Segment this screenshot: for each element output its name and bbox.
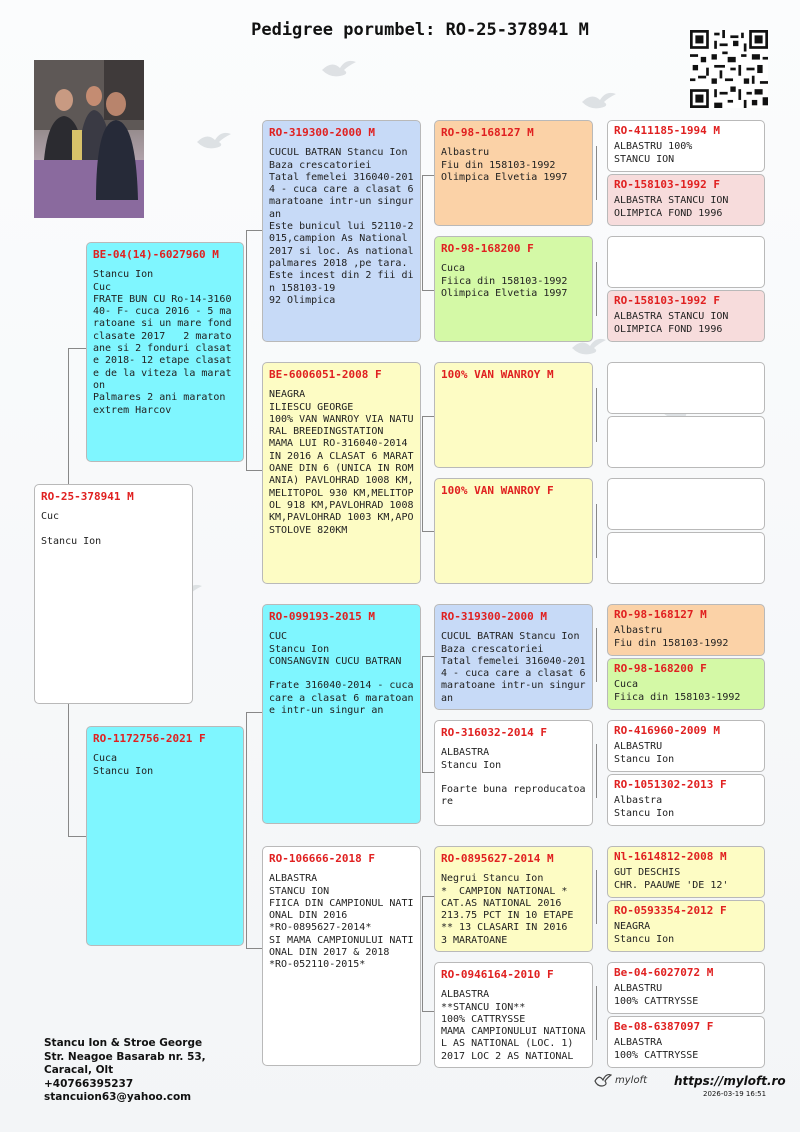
pigeon-details: Albastru Fiu din 158103-1992 Olimpica Elvetia 1997: [441, 147, 568, 183]
breeder-street: Str. Neagoe Basarab nr. 53,: [44, 1050, 206, 1063]
ring-number: RO-106666-2018 F: [269, 852, 375, 865]
pigeon-details: Cuca Fiica din 158103-1992: [614, 679, 741, 703]
connector-line: [246, 948, 262, 949]
dove-watermark-icon: [320, 56, 358, 80]
ring-number: RO-319300-2000 M: [269, 126, 375, 139]
ring-number: Be-08-6387097 F: [614, 1020, 714, 1033]
connector-line: [422, 1011, 434, 1012]
myloft-logo: [594, 1072, 647, 1088]
connector-line: [68, 348, 86, 349]
pigeon-card-gen5-8[interactable]: [607, 532, 765, 584]
connector-line: [596, 628, 597, 682]
pigeon-details: ALBASTRA STANCU ION OLIMPICA FOND 1996: [614, 195, 729, 219]
breeder-phone: +40766395237: [44, 1077, 134, 1090]
pigeon-details: ALBASTRA 100% CATTRYSSE: [614, 1037, 699, 1061]
pigeon-card-gen5-3[interactable]: [607, 236, 765, 288]
pigeon-details: Negrui Stancu Ion * CAMPION NATIONAL * CAT.AS NATIONAL 2016 213.75 PCT IN 10 ETAPE ** 13 CLASARI IN 2016 3 MARATOANE: [441, 873, 574, 946]
pigeon-card-gen5-5[interactable]: [607, 362, 765, 414]
pigeon-card-gen4-5[interactable]: [434, 604, 593, 710]
pigeon-card-sire[interactable]: [86, 242, 244, 462]
connector-line: [596, 146, 597, 200]
connector-line: [596, 504, 597, 558]
ring-number: RO-0593354-2012 F: [614, 904, 727, 917]
pigeon-card-gen5-14[interactable]: [607, 900, 765, 952]
pigeon-details: CUC Stancu Ion CONSANGVIN CUCU BATRAN Frate 316040-2014 - cuca care a clasat 6 maratoane intr-un singur an: [269, 631, 414, 717]
connector-line: [596, 388, 597, 442]
ring-number: Nl-1614812-2008 M: [614, 850, 727, 863]
pigeon-card-gen5-4[interactable]: [607, 290, 765, 342]
pigeon-card-gen5-7[interactable]: [607, 478, 765, 530]
pigeon-card-dam[interactable]: [86, 726, 244, 946]
pigeon-details: ALBASTRA **STANCU ION** 100% CATTRYSSE MAMA CAMPIONULUI NATIONAL AS NATIONAL (LOC. 1) 2017 LOC 2 AS NATIONAL: [441, 989, 586, 1062]
connector-line: [422, 656, 423, 772]
pigeon-details: Stancu Ion Cuc FRATE BUN CU Ro-14-316040- F- cuca 2016 - 5 maratoane si un mare fond clasate 2017 2 maratoane si 2 fonduri clasate 2018- 12 etape clasate de la viteza la maraton Palmares 2 ani maraton extrem Harcov: [93, 269, 232, 416]
connector-line: [596, 870, 597, 924]
ring-number: RO-98-168200 F: [614, 662, 707, 675]
pigeon-logo-icon: [594, 1072, 612, 1088]
pigeon-details: Cuc Stancu Ion: [41, 511, 102, 547]
pigeon-card-gen4-3[interactable]: [434, 362, 593, 468]
pigeon-details: CUCUL BATRAN Stancu Ion Baza crescatoriei Tatal femelei 316040-2014 - cuca care a clasat 6 maratoane intr-un singur an Este bunicul lui 52110-2015,campion As National 2017 si loc. As national palmares 2018 ,pe tara. Este incest din 2 fii din 158103-19 92 Olimpica: [269, 147, 414, 306]
connector-line: [246, 470, 262, 471]
pigeon-card-gen4-8[interactable]: [434, 962, 593, 1068]
pigeon-card-sire-dam[interactable]: [262, 362, 421, 584]
pigeon-details: Cuca Fiica din 158103-1992 Olimpica Elvetia 1997: [441, 263, 568, 299]
ring-number: RO-0946164-2010 F: [441, 968, 554, 981]
pigeon-card-gen4-2[interactable]: [434, 236, 593, 342]
website-link[interactable]: https://myloft.ro: [674, 1074, 786, 1088]
ring-number: Be-04-6027072 M: [614, 966, 714, 979]
connector-line: [422, 175, 434, 176]
breeder-email[interactable]: stancuion63@yahoo.com: [44, 1091, 192, 1103]
pigeon-card-sire-sire[interactable]: [262, 120, 421, 342]
breeder-contact: [44, 1037, 206, 1105]
ring-number: RO-158103-1992 F: [614, 294, 720, 307]
pigeon-card-gen5-12[interactable]: [607, 774, 765, 826]
ring-number: RO-416960-2009 M: [614, 724, 720, 737]
ring-number: RO-099193-2015 M: [269, 610, 375, 623]
pigeon-card-gen4-7[interactable]: [434, 846, 593, 952]
pigeon-card-gen5-16[interactable]: [607, 1016, 765, 1068]
ring-number: RO-1051302-2013 F: [614, 778, 727, 791]
page-title: Pedigree porumbel: RO-25-378941 M: [251, 20, 589, 40]
ring-number: RO-25-378941 M: [41, 490, 134, 503]
connector-line: [246, 712, 247, 948]
ring-number: RO-316032-2014 F: [441, 726, 547, 739]
pigeon-owner-photo: [34, 60, 144, 218]
pigeon-card-dam-dam[interactable]: [262, 846, 421, 1066]
connector-line: [422, 656, 434, 657]
pigeon-details: ALBASTRA Stancu Ion Foarte buna reproducatoare: [441, 747, 586, 808]
ring-number: RO-411185-1994 M: [614, 124, 720, 137]
pigeon-card-subject[interactable]: [34, 484, 193, 704]
dove-watermark-icon: [195, 128, 233, 152]
pigeon-details: ALBASTRU 100% STANCU ION: [614, 141, 693, 165]
connector-line: [246, 230, 262, 231]
ring-number: RO-319300-2000 M: [441, 610, 547, 623]
connector-line: [246, 712, 262, 713]
dove-watermark-icon: [580, 88, 618, 112]
connector-line: [596, 262, 597, 316]
print-timestamp: 2026-03-19 16:51: [703, 1090, 767, 1098]
ring-number: RO-158103-1992 F: [614, 178, 720, 191]
ring-number: RO-98-168200 F: [441, 242, 534, 255]
pigeon-details: ALBASTRU 100% CATTRYSSE: [614, 983, 699, 1007]
pigeon-card-gen5-13[interactable]: [607, 846, 765, 898]
connector-line: [422, 290, 434, 291]
pigeon-card-gen5-2[interactable]: [607, 174, 765, 226]
connector-line: [596, 744, 597, 798]
connector-line: [422, 896, 434, 897]
ring-number: BE-6006051-2008 F: [269, 368, 382, 381]
pigeon-card-gen5-6[interactable]: [607, 416, 765, 468]
pigeon-card-gen5-9[interactable]: [607, 604, 765, 656]
connector-line: [68, 348, 69, 484]
ring-number: RO-98-168127 M: [614, 608, 707, 621]
ring-number: RO-1172756-2021 F: [93, 732, 206, 745]
ring-number: 100% VAN WANROY F: [441, 484, 554, 497]
pigeon-card-dam-sire[interactable]: [262, 604, 421, 824]
pigeon-details: Cuca Stancu Ion: [93, 753, 154, 777]
connector-line: [596, 986, 597, 1040]
breeder-city: Caracal, Olt: [44, 1064, 114, 1076]
pigeon-details: Albastra Stancu Ion: [614, 795, 675, 819]
pigeon-details: ALBASTRU Stancu Ion: [614, 741, 675, 765]
pigeon-card-gen4-4[interactable]: [434, 478, 593, 584]
connector-line: [422, 175, 423, 290]
pigeon-details: NEAGRA Stancu Ion: [614, 921, 675, 945]
pigeon-details: Albastru Fiu din 158103-1992: [614, 625, 729, 649]
pigeon-card-gen5-15[interactable]: [607, 962, 765, 1014]
ring-number: 100% VAN WANROY M: [441, 368, 554, 381]
pigeon-details: ALBASTRA STANCU ION OLIMPICA FOND 1996: [614, 311, 729, 335]
pigeon-details: CUCUL BATRAN Stancu Ion Baza crescatoriei Tatal femelei 316040-2014 - cuca care a clasat 6 maratoane intr-un singur an: [441, 631, 586, 704]
connector-line: [422, 896, 423, 1011]
connector-line: [68, 836, 86, 837]
pigeon-details: NEAGRA ILIESCU GEORGE 100% VAN WANROY VIA NATURAL BREEDINGSTATION MAMA LUI RO-316040-2014 IN 2016 A CLASAT 6 MARATOANE DIN 6 (UNICA IN ROMANIA) PAVLOHRAD 1008 KM,MELITOPOL 930 KM,MELITOPOL 918 KM,PAVLOHRAD 1008 KM,PAVLOHRAD 1003 KM,APOSTOLOVE 820KM: [269, 389, 414, 536]
pigeon-card-gen5-10[interactable]: [607, 658, 765, 710]
ring-number: RO-98-168127 M: [441, 126, 534, 139]
pigeon-card-gen4-6[interactable]: [434, 720, 593, 826]
ring-number: RO-0895627-2014 M: [441, 852, 554, 865]
pigeon-card-gen5-1[interactable]: [607, 120, 765, 172]
pigeon-card-gen5-11[interactable]: [607, 720, 765, 772]
connector-line: [422, 416, 434, 417]
brand-name: myloft: [615, 1074, 647, 1086]
connector-line: [422, 416, 423, 531]
pigeon-card-gen4-1[interactable]: [434, 120, 593, 226]
qr-code-icon: [690, 30, 768, 108]
pigeon-details: ALBASTRA STANCU ION FIICA DIN CAMPIONUL NATIONAL DIN 2016 *RO-0895627-2014* SI MAMA CAMPIONULUI NATIONAL DIN 2017 & 2018 *RO-052110-2015*: [269, 873, 414, 971]
ring-number: BE-04(14)-6027960 M: [93, 248, 219, 261]
connector-line: [422, 772, 434, 773]
pigeon-details: GUT DESCHIS CHR. PAAUWE 'DE 12': [614, 867, 729, 891]
connector-line: [246, 230, 247, 470]
breeder-name: Stancu Ion & Stroe George: [44, 1037, 203, 1049]
connector-line: [422, 531, 434, 532]
connector-line: [68, 704, 69, 836]
